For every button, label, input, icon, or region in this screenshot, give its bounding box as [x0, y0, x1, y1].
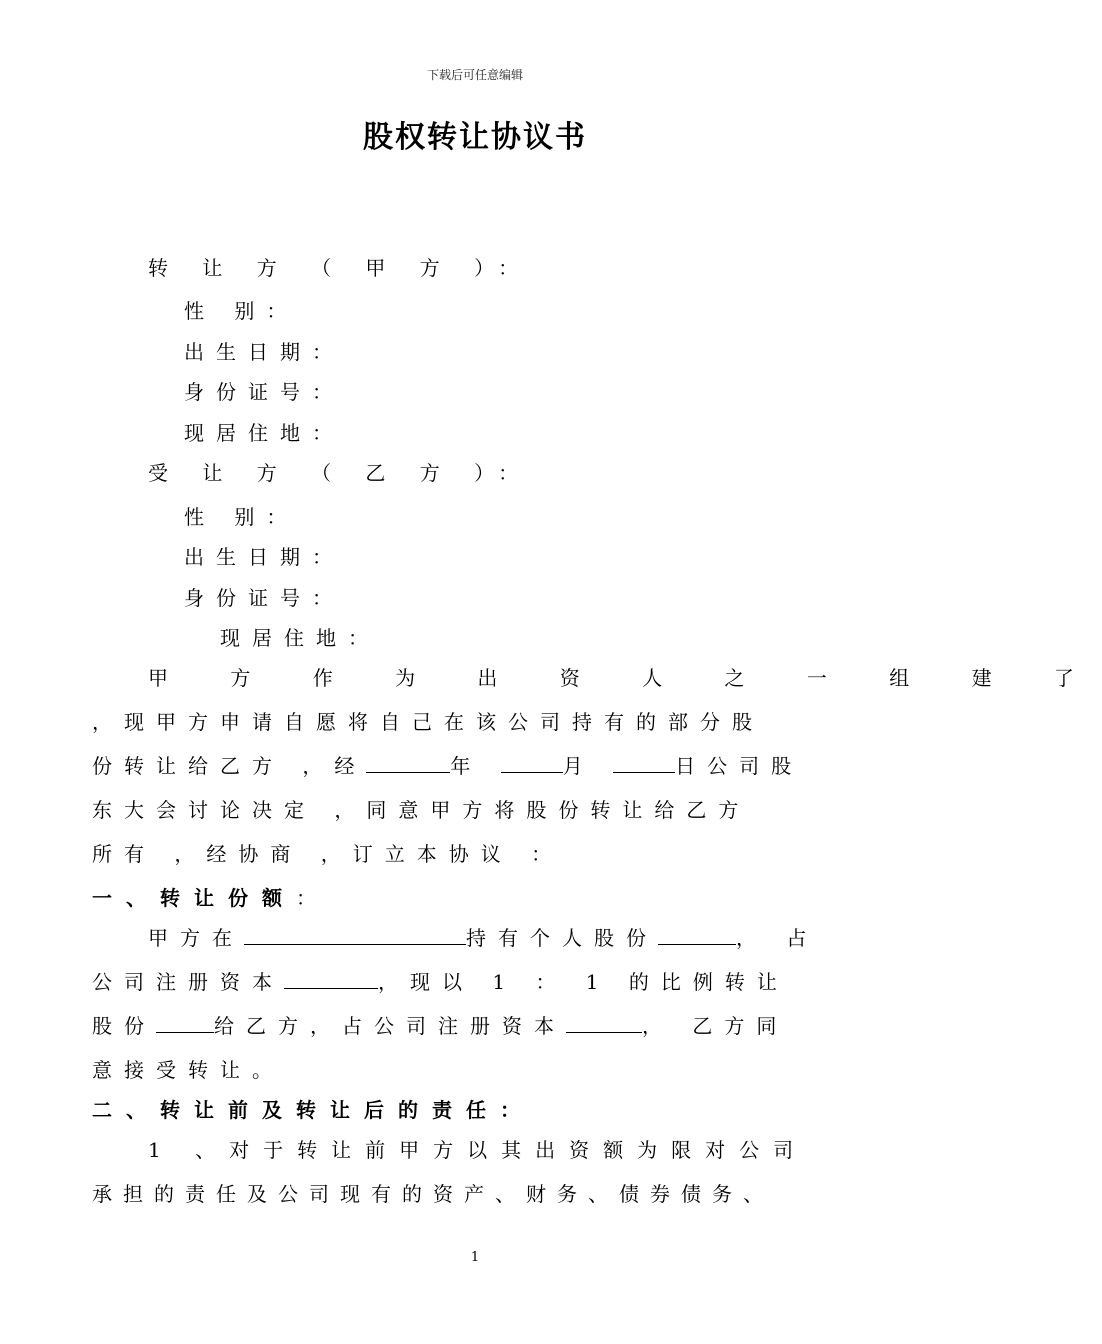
document-title: 股权转让协议书 — [363, 120, 587, 155]
year-blank[interactable] — [366, 754, 450, 773]
s1-l1-text-a: 甲方在 — [148, 926, 244, 950]
party-b-id: 身份证号： — [184, 586, 344, 610]
day-blank[interactable] — [613, 754, 675, 773]
year-label: 年 — [450, 754, 483, 778]
month-label: 月 — [562, 754, 595, 778]
section-2-line-2: 承担的责任及公司现有的资产、财务、债券债务、 — [92, 1182, 774, 1206]
section-2-line-1: 1 、对于转让前甲方以其出资额为限对公司 — [148, 1138, 808, 1162]
section-1-line-1 — [148, 926, 818, 950]
s1-l1-text-c: ， 占 — [736, 926, 819, 950]
s1-l2-text-a: 公司注册资本 — [92, 970, 284, 994]
shares-blank[interactable] — [658, 926, 736, 945]
party-a-gender: 性 别： — [184, 299, 299, 323]
capital-blank[interactable] — [284, 970, 378, 989]
section-1-heading: 一、转让份额 — [92, 886, 296, 910]
day-label: 日公司股 — [675, 754, 804, 778]
party-b-gender: 性 别： — [184, 505, 299, 529]
party-a-id: 身份证号： — [184, 380, 344, 404]
party-b-birth: 出生日期： — [184, 545, 344, 569]
section-1-line-3 — [92, 1014, 788, 1038]
page-header: 下载后可任意编辑 — [426, 68, 523, 82]
s1-l3-text-b: 给乙方，占公司注册资本 — [214, 1014, 566, 1038]
party-b-heading: 受 让 方 （ 乙 方 ）： — [148, 461, 533, 485]
intro-line-2: ，现甲方申请自愿将自己在该公司持有的部分股 — [92, 710, 764, 734]
section-1-colon: ： — [296, 886, 330, 910]
party-a-birth: 出生日期： — [184, 340, 344, 364]
percent-blank[interactable] — [566, 1014, 642, 1033]
intro-line-3 — [92, 754, 803, 778]
intro-line-3-text: 份转让给乙方 ，经 — [92, 754, 367, 778]
party-a-address: 现居住地： — [184, 421, 344, 445]
page-number: 1 — [470, 1250, 480, 1265]
party-b-address: 现居住地： — [220, 626, 380, 650]
intro-line-4: 东大会讨论决定 ，同意甲方将股份转让给乙方 — [92, 798, 751, 822]
s1-l3-text-a: 股份 — [92, 1014, 156, 1038]
s1-l2-text-b: ，现以 1 ： 1 的比例转让 — [378, 970, 789, 994]
s1-l3-text-c: ， 乙方同 — [642, 1014, 789, 1038]
section-2-heading: 二、转让前及转让后的责任： — [92, 1098, 534, 1122]
section-1-line-4: 意接受转让。 — [92, 1058, 284, 1082]
intro-line-1: 甲 方 作 为 出 资 人 之 一 组 建 了 — [148, 666, 1102, 690]
company-blank[interactable] — [244, 926, 466, 945]
party-a-heading: 转 让 方 （ 甲 方 ）： — [148, 256, 533, 280]
month-blank[interactable] — [501, 754, 563, 773]
section-1-heading-line — [92, 886, 330, 910]
s1-l1-text-b: 持有个人股份 — [466, 926, 658, 950]
transfer-shares-blank[interactable] — [156, 1014, 214, 1033]
section-1-line-2 — [92, 970, 789, 994]
intro-line-5: 所有 ，经协商 ，订立本协议 ： — [92, 842, 564, 866]
